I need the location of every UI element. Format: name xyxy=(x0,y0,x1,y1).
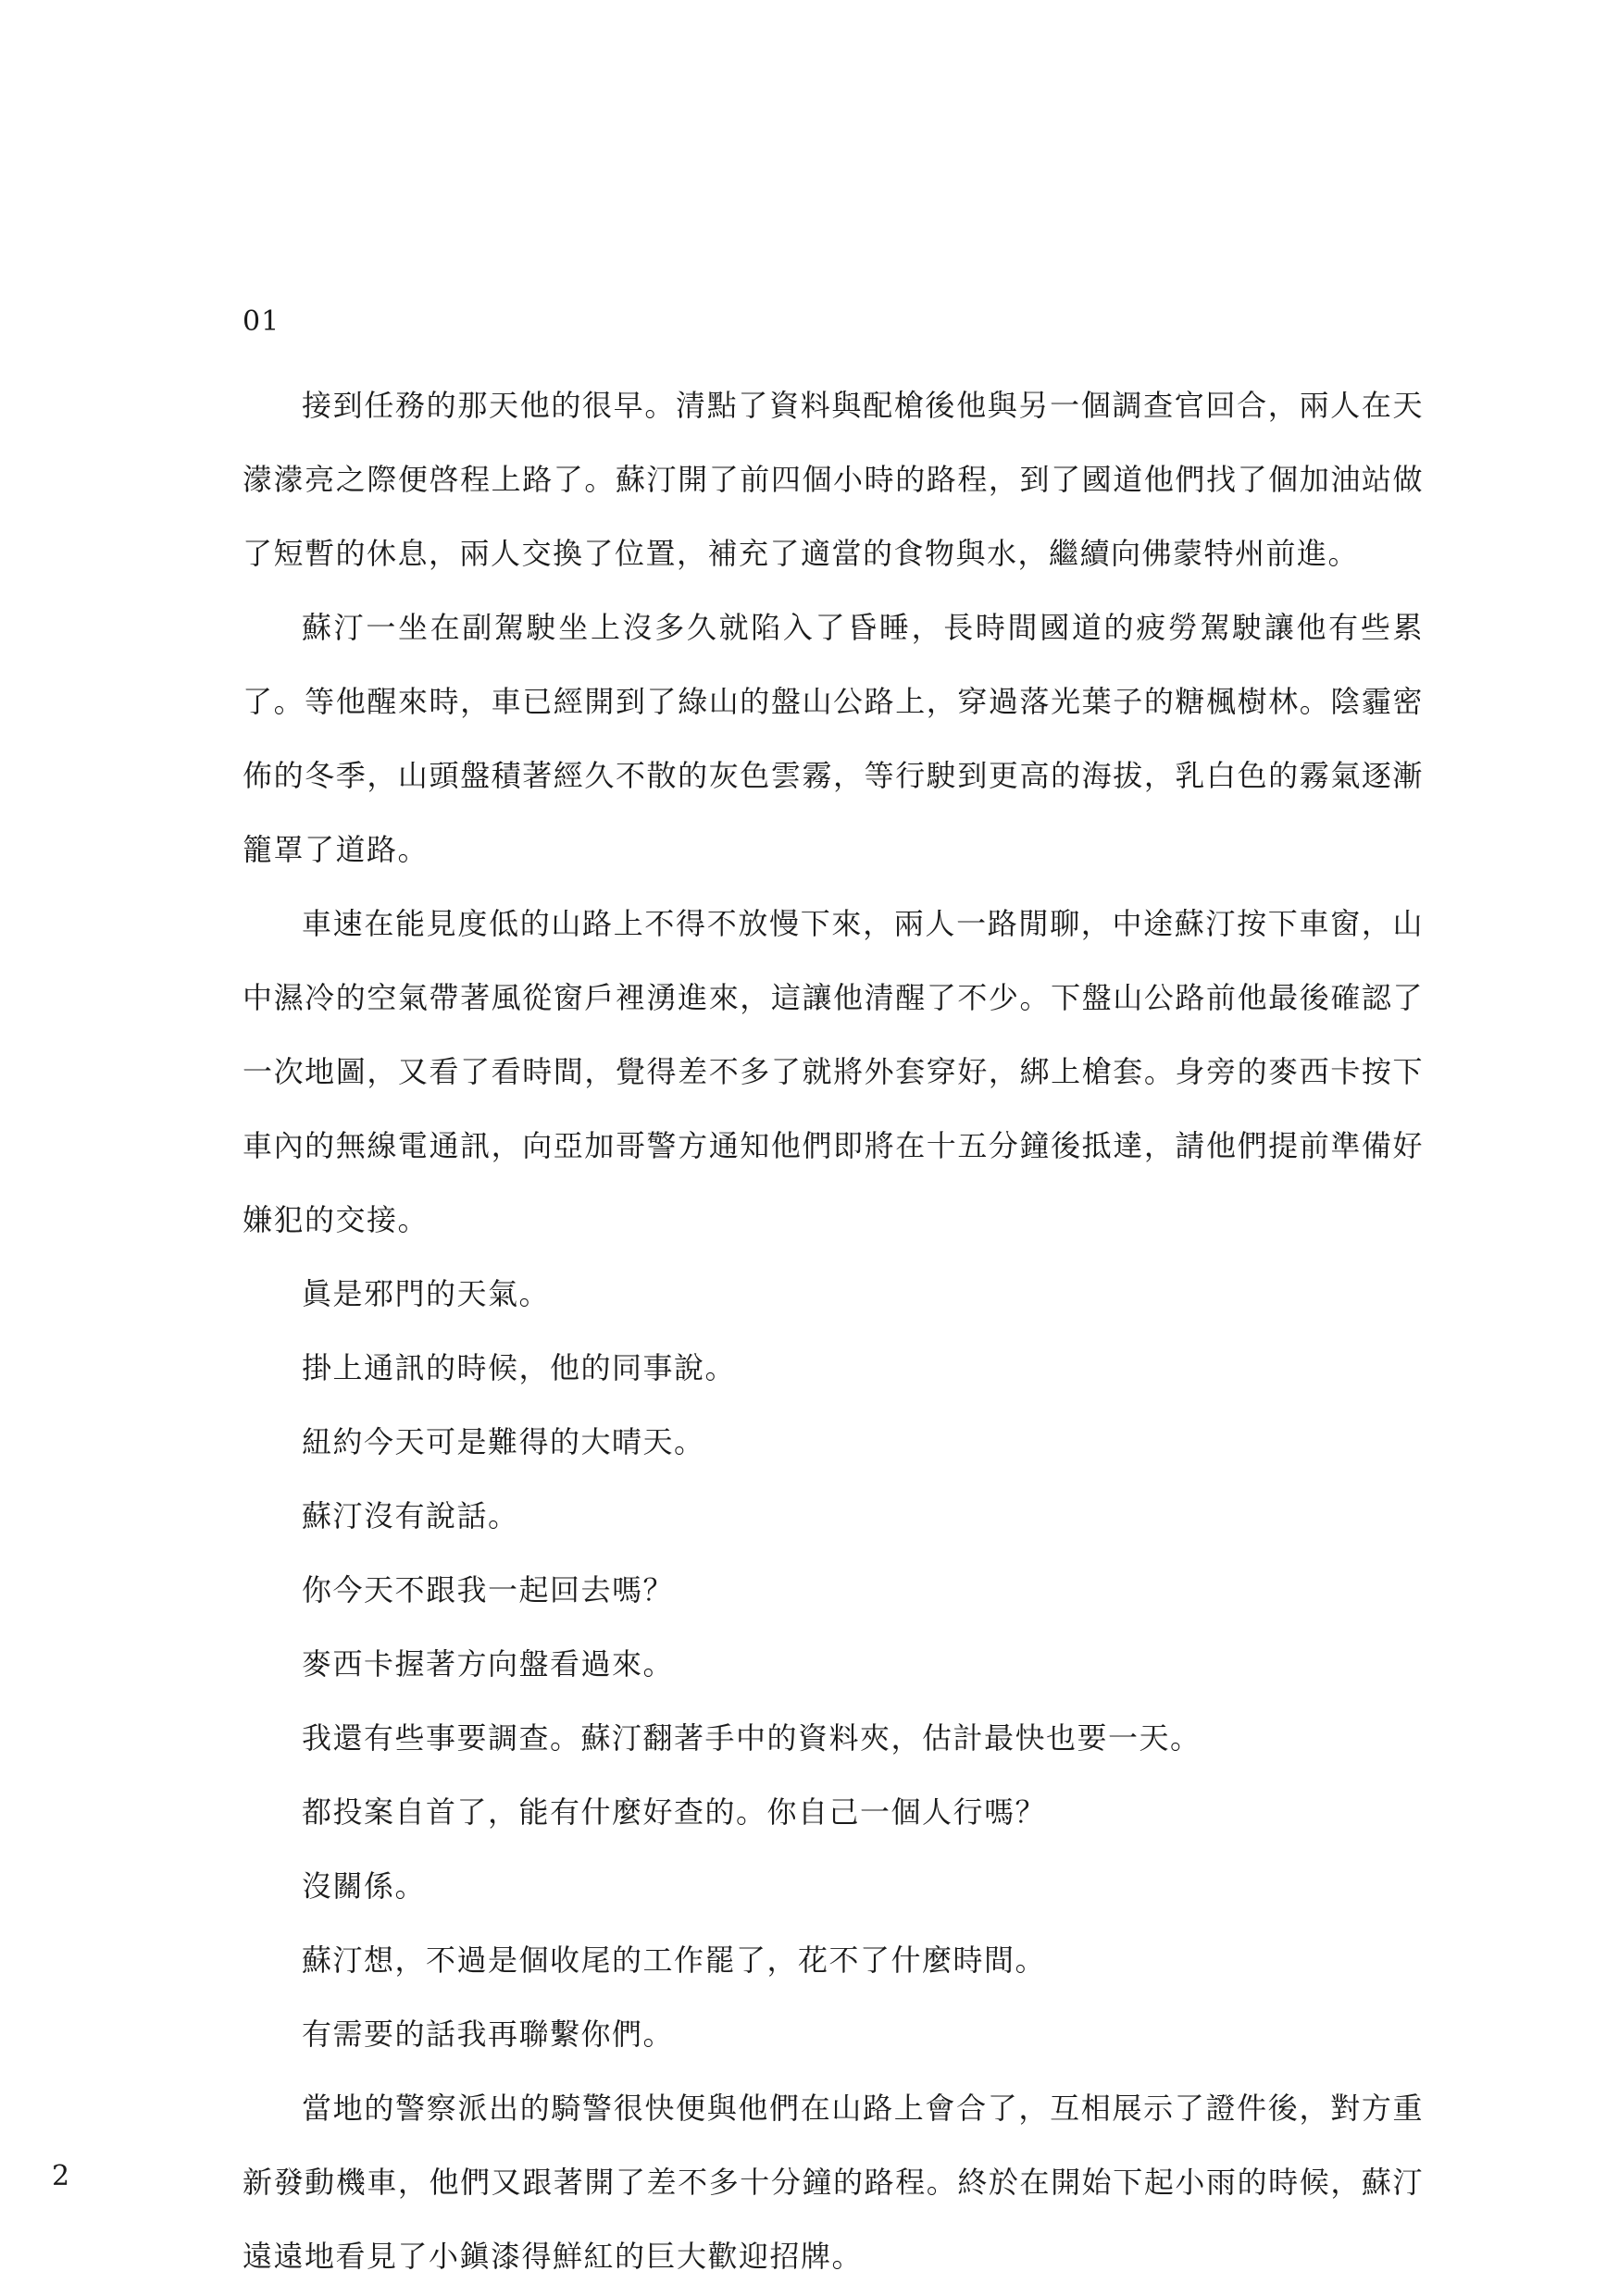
chapter-number: 01 xyxy=(243,305,280,338)
page-number: 2 xyxy=(52,2160,70,2192)
paragraph: 麥西卡握著方向盤看過來。 xyxy=(302,1646,675,1682)
paragraph: 掛上通訊的時候，他的同事說。 xyxy=(302,1350,737,1385)
paragraph: 都投案自首了，能有什麼好查的。你自己一個人行嗎？ xyxy=(302,1794,1047,1830)
paragraph: 有需要的話我再聯繫你們。 xyxy=(302,2017,675,2052)
paragraph: 蘇汀沒有說話。 xyxy=(302,1498,519,1533)
paragraph: 當地的警察派出的騎警很快便與他們在山路上會合了，互相展示了證件後，對方重新發動機車，他們又跟著開了差不多十分鐘的路程。終於在開始下起小雨的時候，蘇汀遠遠地看見了小鎭漆得鮮紅的巨大歡迎招牌。 xyxy=(243,2091,1424,2274)
paragraph: 蘇汀想，不過是個收尾的工作罷了，花不了什麼時間。 xyxy=(302,1942,1047,1978)
paragraph: 你今天不跟我一起回去嗎？ xyxy=(302,1572,675,1607)
paragraph: 我還有些事要調查。蘇汀翻著手中的資料夾，估計最快也要一天。 xyxy=(302,1720,1202,1756)
paragraph: 眞是邪門的天氣。 xyxy=(302,1276,551,1311)
paragraph: 沒關係。 xyxy=(302,1868,427,1904)
body-text xyxy=(243,368,1424,2293)
paragraph: 蘇汀一坐在副駕駛坐上沒多久就陷入了昏睡，長時間國道的疲勞駕駛讓他有些累了。等他醒來時，車已經開到了綠山的盤山公路上，穿過落光葉子的糖楓樹林。陰霾密佈的冬季，山頭盤積著經久不散的灰色雲霧，等行駛到更高的海拔，乳白色的霧氣逐漸籠罩了道路。 xyxy=(243,610,1424,867)
paragraph: 車速在能見度低的山路上不得不放慢下來，兩人一路閒聊，中途蘇汀按下車窗，山中濕冷的空氣帶著風從窗戶裡湧進來，這讓他清醒了不少。下盤山公路前他最後確認了一次地圖，又看了看時間，覺得差不多了就將外套穿好，綁上槍套。身旁的麥西卡按下車內的無線電通訊，向亞加哥警方通知他們即將在十五分鐘後抵達，請他們提前準備好嫌犯的交接。 xyxy=(243,906,1424,1237)
paragraph: 接到任務的那天他的很早。清點了資料與配槍後他與另一個調查官回合，兩人在天濛濛亮之際便啓程上路了。蘇汀開了前四個小時的路程，到了國道他們找了個加油站做了短暫的休息，兩人交換了位置，補充了適當的食物與水，繼續向佛蒙特州前進。 xyxy=(243,388,1424,571)
paragraph: 紐約今天可是難得的大晴天。 xyxy=(302,1424,705,1459)
